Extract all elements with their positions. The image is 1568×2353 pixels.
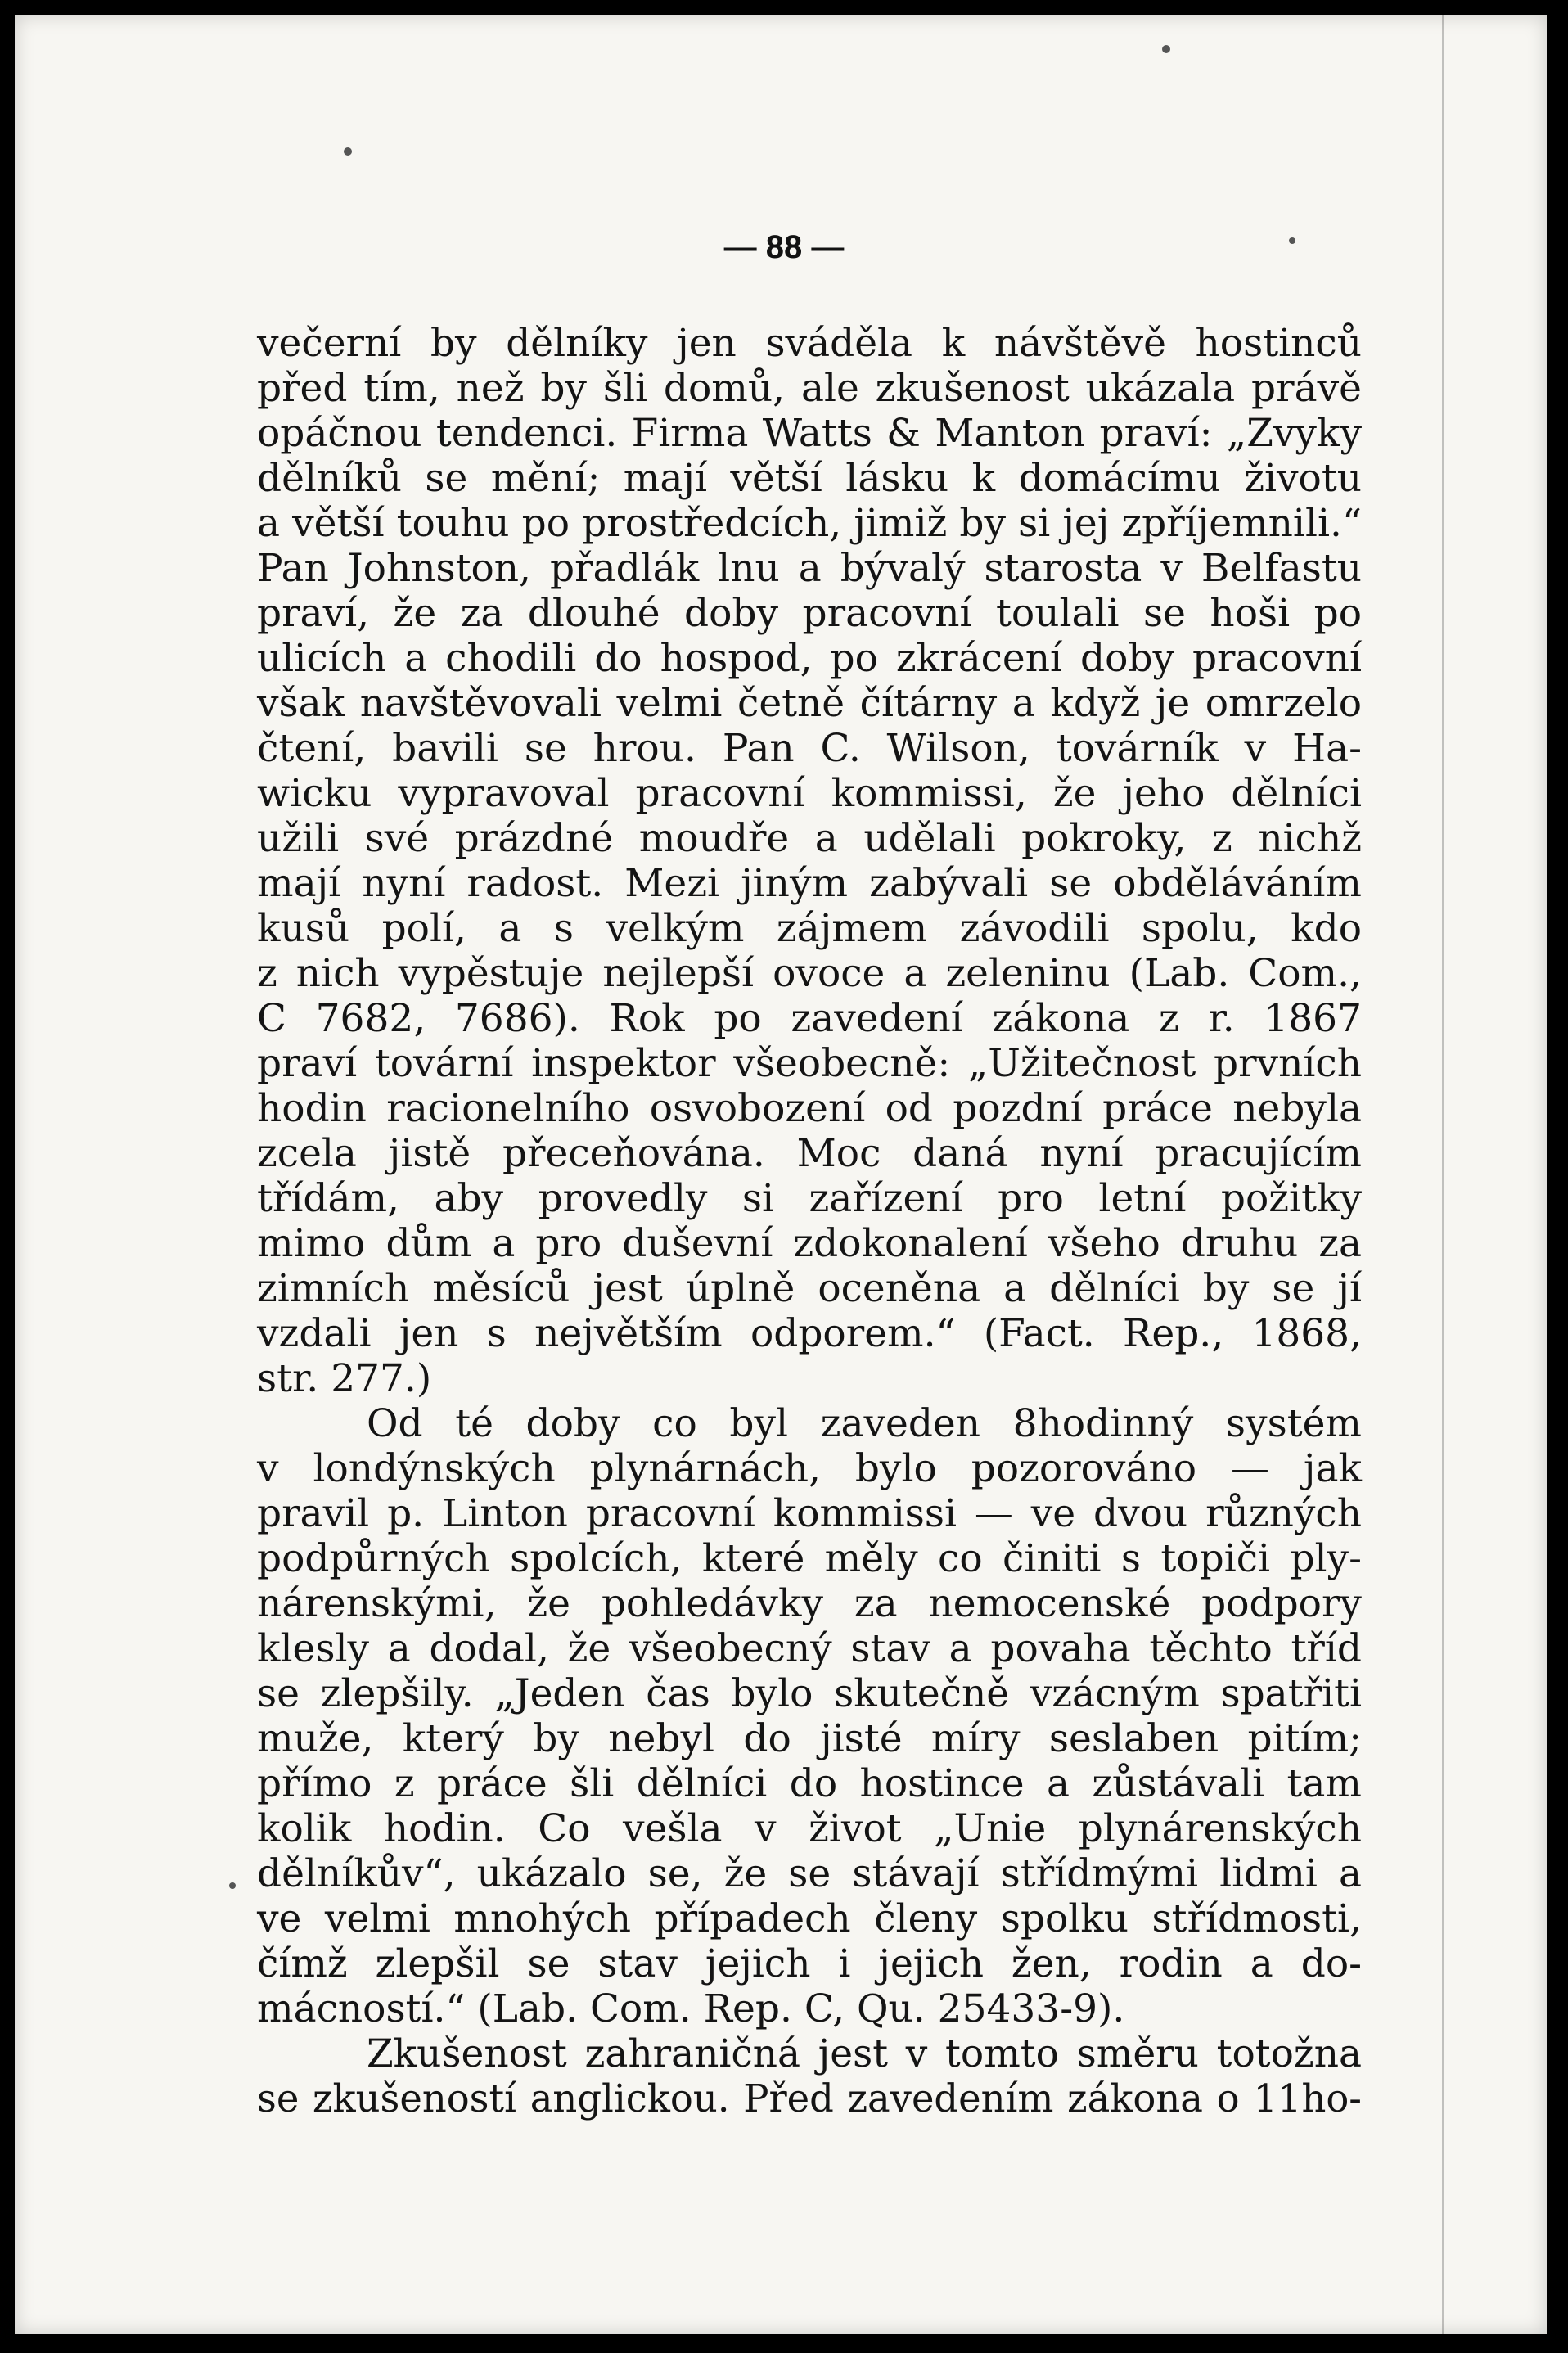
text-line: Zkušenost zahraničná jest v tomto směru totožna <box>367 2031 1362 2076</box>
text-line: užili své prázdné moudře a udělali pokroky, z nichž <box>257 816 1362 861</box>
text-line: dělníků se mění; mají větší lásku k domácímu životu <box>257 456 1362 501</box>
text-line: mají nyní radost. Mezi jiným zabývali se obděláváním <box>257 861 1362 906</box>
text-line: v londýnských plynárnách, bylo pozorováno — jak <box>257 1446 1362 1491</box>
text-line: hodin racionelního osvobození od pozdní práce nebyla <box>257 1086 1362 1131</box>
text-line: čímž zlepšil se stav jejich i jejich žen, rodin a do- <box>257 1941 1362 1986</box>
text-line: pravil p. Linton pracovní kommissi — ve dvou různých <box>257 1491 1362 1536</box>
text-line: přímo z práce šli dělníci do hostince a zůstávali tam <box>257 1761 1362 1806</box>
text-line: zcela jistě přeceňována. Moc daná nyní pracujícím <box>257 1131 1362 1176</box>
text-line: se zkušeností anglickou. Před zavedením zákona o 11ho- <box>257 2076 1362 2121</box>
text-line: ve velmi mnohých případech členy spolku střídmosti, <box>257 1896 1362 1941</box>
text-line: Pan Johnston, přadlák lnu a bývalý starosta v Belfastu <box>257 546 1362 591</box>
text-line: se zlepšily. „Jeden čas bylo skutečně vzácným spatřiti <box>257 1671 1362 1716</box>
text-line: C 7682, 7686). Rok po zavedení zákona z r. 1867 <box>257 996 1362 1041</box>
text-line: před tím, než by šli domů, ale zkušenost ukázala právě <box>257 366 1362 411</box>
body-text <box>257 321 1362 2121</box>
print-speck <box>229 1882 236 1889</box>
text-line: klesly a dodal, že všeobecný stav a povaha těchto tříd <box>257 1626 1362 1671</box>
text-line: praví, že za dlouhé doby pracovní toulali se hoši po <box>257 591 1362 636</box>
text-line: třídám, aby provedly si zařízení pro letní požitky <box>257 1176 1362 1221</box>
text-line: z nich vypěstuje nejlepší ovoce a zeleninu (Lab. Com., <box>257 951 1362 996</box>
text-line: str. 277.) <box>257 1356 432 1401</box>
text-line: muže, který by nebyl do jisté míry seslaben pitím; <box>257 1716 1362 1761</box>
text-line: však navštěvovali velmi četně čítárny a když je omrzelo <box>257 681 1362 726</box>
text-line: kolik hodin. Co vešla v život „Unie plynárenských <box>257 1806 1362 1851</box>
text-line: podpůrných spolcích, které měly co činiti s topiči ply- <box>257 1536 1362 1581</box>
text-line: Od té doby co byl zaveden 8hodinný systém <box>367 1401 1362 1446</box>
text-line: wicku vypravoval pracovní kommissi, že jeho dělníci <box>257 771 1362 816</box>
text-line: vzdali jen s největším odporem.“ (Fact. Rep., 1868, <box>257 1311 1362 1356</box>
text-line: praví tovární inspektor všeobecně: „Užitečnost prvních <box>257 1041 1362 1086</box>
text-line: večerní by dělníky jen sváděla k návštěvě hostinců <box>257 321 1362 366</box>
text-line: kusů polí, a s velkým zájmem závodili spolu, kdo <box>257 906 1362 951</box>
print-speck <box>1162 45 1170 53</box>
text-line: dělníkův“, ukázalo se, že se stávají střídmými lidmi a <box>257 1851 1362 1896</box>
page-gutter-shadow <box>1442 15 1444 2334</box>
text-line: zimních měsíců jest úplně oceněna a dělníci by se jí <box>257 1266 1362 1311</box>
text-line: opáčnou tendenci. Firma Watts & Manton praví: „Zvyky <box>257 411 1362 456</box>
page-number: — 88 — <box>723 229 845 265</box>
text-line: čtení, bavili se hrou. Pan C. Wilson, továrník v Ha- <box>257 726 1362 771</box>
text-line: nárenskými, že pohledávky za nemocenské podpory <box>257 1581 1362 1626</box>
text-line: a větší touhu po prostředcích, jimiž by si jej zpříjemnili.“ <box>257 501 1362 546</box>
text-line: ulicích a chodili do hospod, po zkrácení doby pracovní <box>257 636 1362 681</box>
print-speck <box>344 147 352 156</box>
text-line: mimo dům a pro duševní zdokonalení všeho druhu za <box>257 1221 1362 1266</box>
text-line: mácností.“ (Lab. Com. Rep. C, Qu. 25433-9). <box>257 1986 1125 2031</box>
